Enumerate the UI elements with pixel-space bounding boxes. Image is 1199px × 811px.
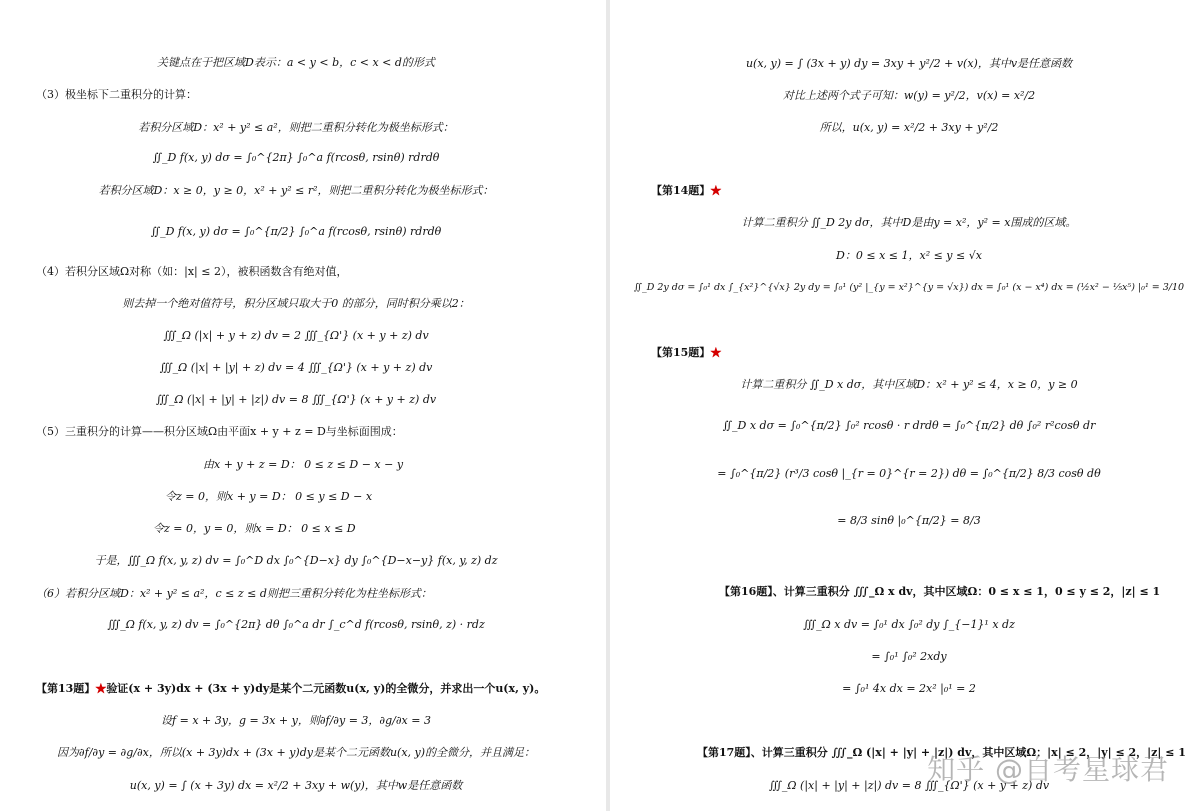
text-line: 则去掉一个绝对值符号，积分区域只取大于0 的部分，同时积分乘以2：	[122, 297, 470, 310]
question-heading: 【第13题】★验证(x + 3y)dx + (3x + y)dy是某个二元函数u(x, y)的全微分，并求出一个u(x, y)。	[36, 682, 546, 695]
star-icon: ★	[95, 682, 107, 695]
formula: ∭_Ω f(x, y, z) dv = ∫₀^{2π} dθ ∫₀^a dr ∫_c^d f(rcosθ, rsinθ, z) · rdz	[107, 618, 485, 631]
watermark: 知乎 @自考星球君	[927, 753, 1169, 786]
formula: ∭_Ω (|x| + |y| + z) dv = 4 ∭_{Ω'} (x + y + z) dv	[159, 361, 433, 374]
text-line: D：0 ≤ x ≤ 1，x² ≤ y ≤ √x	[836, 249, 982, 262]
text-line: 关键点在于把区域D表示：a < y < b，c < x < d的形式	[157, 56, 435, 69]
formula: ∬_D x dσ = ∫₀^{π/2} ∫₀² rcosθ · r drdθ = ∫₀^{π/2} dθ ∫₀² r²cosθ dr	[722, 419, 1096, 432]
text-line: 令z = 0，y = 0，则x = D： 0 ≤ x ≤ D	[153, 522, 356, 535]
question-heading: 【第14题】★	[651, 184, 722, 197]
formula: ∬_D f(x, y) dσ = ∫₀^{2π} ∫₀^a f(rcosθ, rsinθ) rdrdθ	[152, 151, 440, 164]
text-line: 由x + y + z = D： 0 ≤ z ≤ D − x − y	[203, 458, 404, 471]
text-line: 因为∂f/∂y = ∂g/∂x，所以(x + 3y)dx + (3x + y)dy是某个二元函数u(x, y)的全微分，并且满足：	[56, 746, 536, 759]
section-heading: （3）极坐标下二重积分的计算：	[36, 88, 197, 101]
formula: 于是，∭_Ω f(x, y, z) dv = ∫₀^D dx ∫₀^{D−x} dy ∫₀^{D−x−y} f(x, y, z) dz	[94, 554, 498, 567]
formula: u(x, y) = ∫ (x + 3y) dx = x²/2 + 3xy + w(y)，其中w是任意函数	[129, 779, 463, 792]
text-line: 所以，u(x, y) = x²/2 + 3xy + y²/2	[819, 121, 999, 134]
formula: u(x, y) = ∫ (3x + y) dy = 3xy + y²/2 + v(x)，其中v是任意函数	[745, 57, 1073, 70]
formula: = ∫₀^{π/2} (r³/3 cosθ |_{r = 0}^{r = 2}) dθ = ∫₀^{π/2} 8/3 cosθ dθ	[717, 467, 1101, 480]
section-heading: （5）三重积分的计算——积分区域Ω由平面x + y + z = D与坐标面围成：	[36, 425, 403, 438]
text-line: 若积分区域D：x² + y² ≤ a²，则把二重积分转化为极坐标形式：	[138, 121, 454, 134]
formula: = ∫₀¹ ∫₀² 2xdy	[871, 650, 947, 663]
question-heading: 【第17题】、计算三重积分 ∭_Ω (|x| + |y| + |z|) dv，其中区域Ω：|x| ≤ 2，|y| ≤ 2，|z| ≤ 1	[697, 746, 1186, 759]
question-heading: 【第16题】、计算三重积分 ∭_Ω x dv，其中区域Ω：0 ≤ x ≤ 1，0 ≤ y ≤ 2，|z| ≤ 1	[719, 585, 1161, 598]
section-heading: （4）若积分区域Ω对称（如：|x| ≤ 2），被积函数含有绝对值，	[36, 265, 348, 278]
star-icon: ★	[710, 346, 722, 359]
formula: ∬_D f(x, y) dσ = ∫₀^{π/2} ∫₀^a f(rcosθ, rsinθ) rdrdθ	[150, 225, 442, 238]
formula: = 8/3 sinθ |₀^{π/2} = 8/3	[837, 514, 981, 527]
formula: ∭_Ω (|x| + |y| + |z|) dv = 8 ∭_{Ω'} (x + y + z) dv	[155, 393, 437, 406]
text-line: 计算二重积分 ∬_D x dσ，其中区域D：x² + y² ≤ 4，x ≥ 0，y ≥ 0	[740, 378, 1078, 391]
text-line: 对比上述两个式子可知：w(y) = y²/2，v(x) = x²/2	[782, 89, 1036, 102]
text-line: 令z = 0，则x + y = D： 0 ≤ y ≤ D − x	[165, 490, 373, 503]
text-line: 若积分区域D：x ≥ 0，y ≥ 0，x² + y² ≤ r²，则把二重积分转化为极坐标形式：	[98, 184, 494, 197]
text-line: 计算二重积分 ∬_D 2y dσ，其中D是由y = x²，y² = x围成的区域。	[741, 216, 1077, 229]
star-icon: ★	[710, 184, 722, 197]
question-heading: 【第15题】★	[651, 346, 722, 359]
formula: ∭_Ω (|x| + y + z) dv = 2 ∭_{Ω'} (x + y + z) dv	[163, 329, 429, 342]
page-divider	[606, 0, 610, 811]
formula: = ∫₀¹ 4x dx = 2x² |₀¹ = 2	[842, 682, 976, 695]
formula: ∭_Ω (|x| + |y| + |z|) dv = 8 ∭_{Ω'} (x + y + z) dv	[768, 779, 1050, 792]
formula: ∭_Ω x dv = ∫₀¹ dx ∫₀² dy ∫_{−1}¹ x dz	[803, 618, 1015, 631]
formula: ∬_D 2y dσ = ∫₀¹ dx ∫_{x²}^{√x} 2y dy = ∫₀¹ (y² |_{y = x²}^{y = √x}) dx = ∫₀¹ (x − x⁴) dx = (½x² − ⅕x⁵) |₀¹ = 3/10	[633, 282, 1185, 293]
right-page	[611, 0, 1199, 811]
section-heading: （6）若积分区域D：x² + y² ≤ a²，c ≤ z ≤ d则把三重积分转化为柱坐标形式：	[36, 587, 432, 600]
text-line: 设f = x + 3y，g = 3x + y，则∂f/∂y = 3，∂g/∂x = 3	[161, 714, 431, 727]
